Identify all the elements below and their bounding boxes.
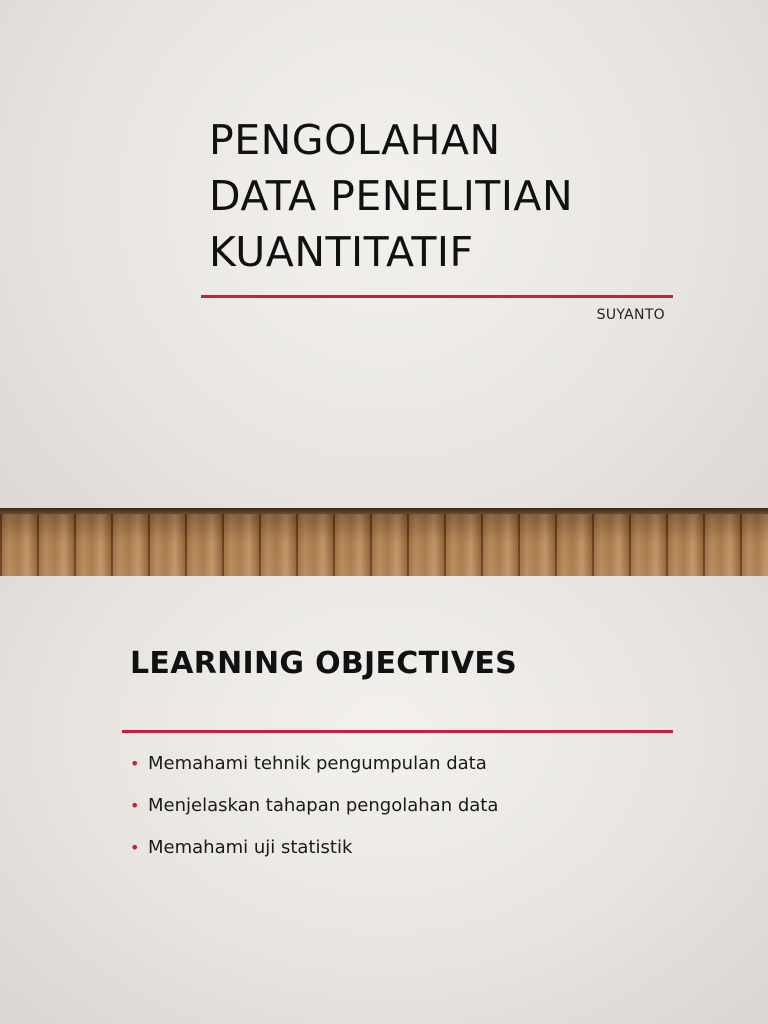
section-title: LEARNING OBJECTIVES	[130, 646, 518, 681]
list-item-text: Menjelaskan tahapan pengolahan data	[148, 795, 499, 816]
bullet-icon: •	[130, 754, 140, 773]
list-item	[130, 836, 498, 860]
list-item	[130, 794, 498, 818]
bullet-icon: •	[130, 796, 140, 815]
wood-floor-decoration	[0, 508, 768, 576]
list-item-text: Memahami uji statistik	[148, 837, 353, 858]
title-divider	[201, 295, 673, 298]
slide-title: PENGOLAHAN DATA PENELITIAN KUANTITATIF	[209, 116, 574, 276]
bullet-icon: •	[130, 838, 140, 857]
list-item	[130, 752, 498, 776]
list-item-text: Memahami tehnik pengumpulan data	[148, 753, 487, 774]
learning-objectives-slide	[0, 576, 768, 1024]
objectives-list	[130, 752, 498, 878]
section-divider	[122, 730, 673, 733]
author-name: SUYANTO	[596, 307, 665, 323]
